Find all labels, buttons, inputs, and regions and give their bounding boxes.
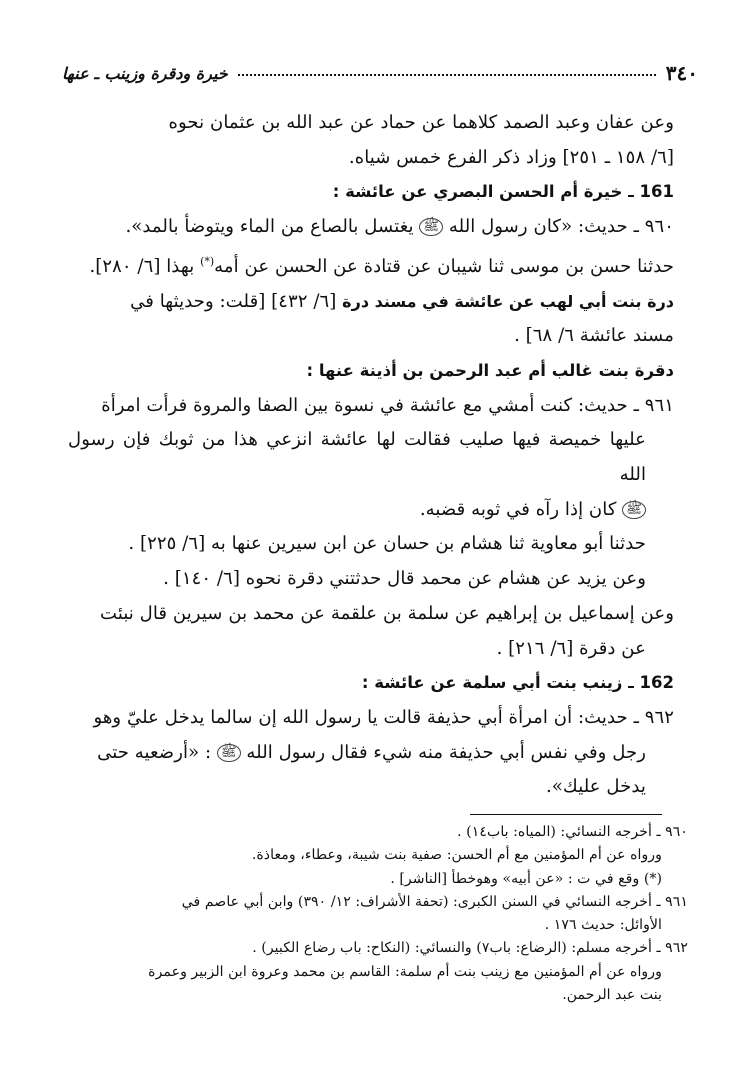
footnote-line: الأوائل: حديث ١٧٦ .: [544, 917, 662, 934]
paragraph-line: [٦/ ١٥٨ ـ ٢٥١] وزاد ذكر الفرع خمس شياه.: [348, 146, 674, 168]
footnote-separator: [470, 814, 662, 815]
hadith-961-line: عليها خميصة فيها صليب فقالت لها عائشة انزعي هذا من ثوبك فإن رسول الله: [68, 429, 646, 486]
section-heading-duqra: دقرة بنت غالب أم عبد الرحمن بن أذينة عنها :: [306, 360, 674, 380]
main-text: [68, 106, 674, 805]
isnad-961: وعن إسماعيل بن إبراهيم عن سلمة بن علقمة عن محمد بن سيرين قال نبئت: [99, 602, 674, 624]
salla-icon: ﷺ: [419, 218, 443, 236]
footnote-line: ٩٦٢ ـ أخرجه مسلم: (الرضاع: باب٧) والنسائي: (النكاح: باب رضاع الكبير) .: [252, 940, 688, 957]
hadith-961-line: ﷺ كان إذا رآه في ثوبه قضبه.: [68, 493, 674, 528]
footnote-line: (*) وقع في ت : «عن أبيه» وهوخطأ [الناشر] .: [390, 870, 662, 887]
isnad-960: حدثنا حسن بن موسى ثنا شيبان عن قتادة عن الحسن عن أمه(*) بهذا [٦/ ٢٨٠].: [89, 254, 674, 277]
header-title: خيرة ودقرة وزينب ـ عنها: [62, 63, 228, 83]
isnad-961: وعن يزيد عن هشام عن محمد قال حدثتني دقرة نحوه [٦/ ١٤٠] .: [163, 568, 646, 590]
hadith-960: ٩٦٠ ـ حديث: «كان رسول الله ﷺ يغتسل بالصاع من الماء ويتوضأ بالمد».: [125, 216, 674, 238]
paragraph-line: مسند عائشة ٦/ ٦٨] .: [514, 325, 674, 347]
footnote-line: بنت عبد الرحمن.: [562, 987, 662, 1004]
section-heading-161: 161 ـ خيرة أم الحسن البصري عن عائشة :: [332, 182, 674, 202]
durra-heading: درة بنت أبي لهب عن عائشة في مسند درة: [342, 291, 674, 311]
salla-icon: ﷺ: [217, 744, 241, 762]
running-header: [62, 58, 698, 88]
footnote-line: ٩٦١ ـ أخرجه النسائي في السنن الكبرى: (تحفة الأشراف: ١٢/ ٣٩٠) وابن أبي عاصم في: [181, 893, 688, 910]
hadith-962-line: ٩٦٢ ـ حديث: أن امرأة أبي حذيفة قالت يا رسول الله إن سالما يدخل عليّ وهو: [93, 706, 674, 728]
footnote-line: ورواه عن أم المؤمنين مع أم الحسن: صفية بنت شيبة، وعطاء، ومعاذة.: [251, 847, 662, 864]
footnotes: [64, 821, 688, 1007]
durra-paragraph: درة بنت أبي لهب عن عائشة في مسند درة [٦/ ٤٣٢] [قلت: وحديثها في: [130, 290, 674, 312]
isnad-961: عن دقرة [٦/ ٢١٦] .: [496, 637, 646, 659]
footnote-line: ٩٦٠ ـ أخرجه النسائي: (المياه: باب١٤) .: [457, 824, 688, 840]
hadith-962-line: رجل وفي نفس أبي حذيفة منه شيء فقال رسول الله ﷺ : «أرضعيه حتى: [97, 741, 646, 763]
section-heading-162: 162 ـ زينب بنت أبي سلمة عن عائشة :: [361, 673, 674, 693]
hadith-962-line: يدخل عليك».: [545, 776, 646, 798]
hadith-961-line: ٩٦١ ـ حديث: كنت أمشي مع عائشة في نسوة بين الصفا والمروة فرأت امرأة: [101, 394, 674, 416]
footnote-marker: (*): [200, 254, 215, 268]
salla-icon: ﷺ: [622, 501, 646, 519]
footnote-line: ورواه عن أم المؤمنين مع زينب بنت أم سلمة: القاسم بن محمد وعروة ابن الزبير وعمرة: [148, 963, 662, 980]
paragraph-line: وعن عفان وعبد الصمد كلاهما عن حماد عن عبد الله بن عثمان نحوه: [168, 112, 674, 133]
isnad-961: حدثنا أبو معاوية ثنا هشام بن حسان عن ابن سيرين عنها به [٦/ ٢٢٥] .: [128, 533, 646, 555]
header-dot-leader: [238, 74, 656, 76]
page-number: ٣٤٠: [665, 61, 698, 85]
